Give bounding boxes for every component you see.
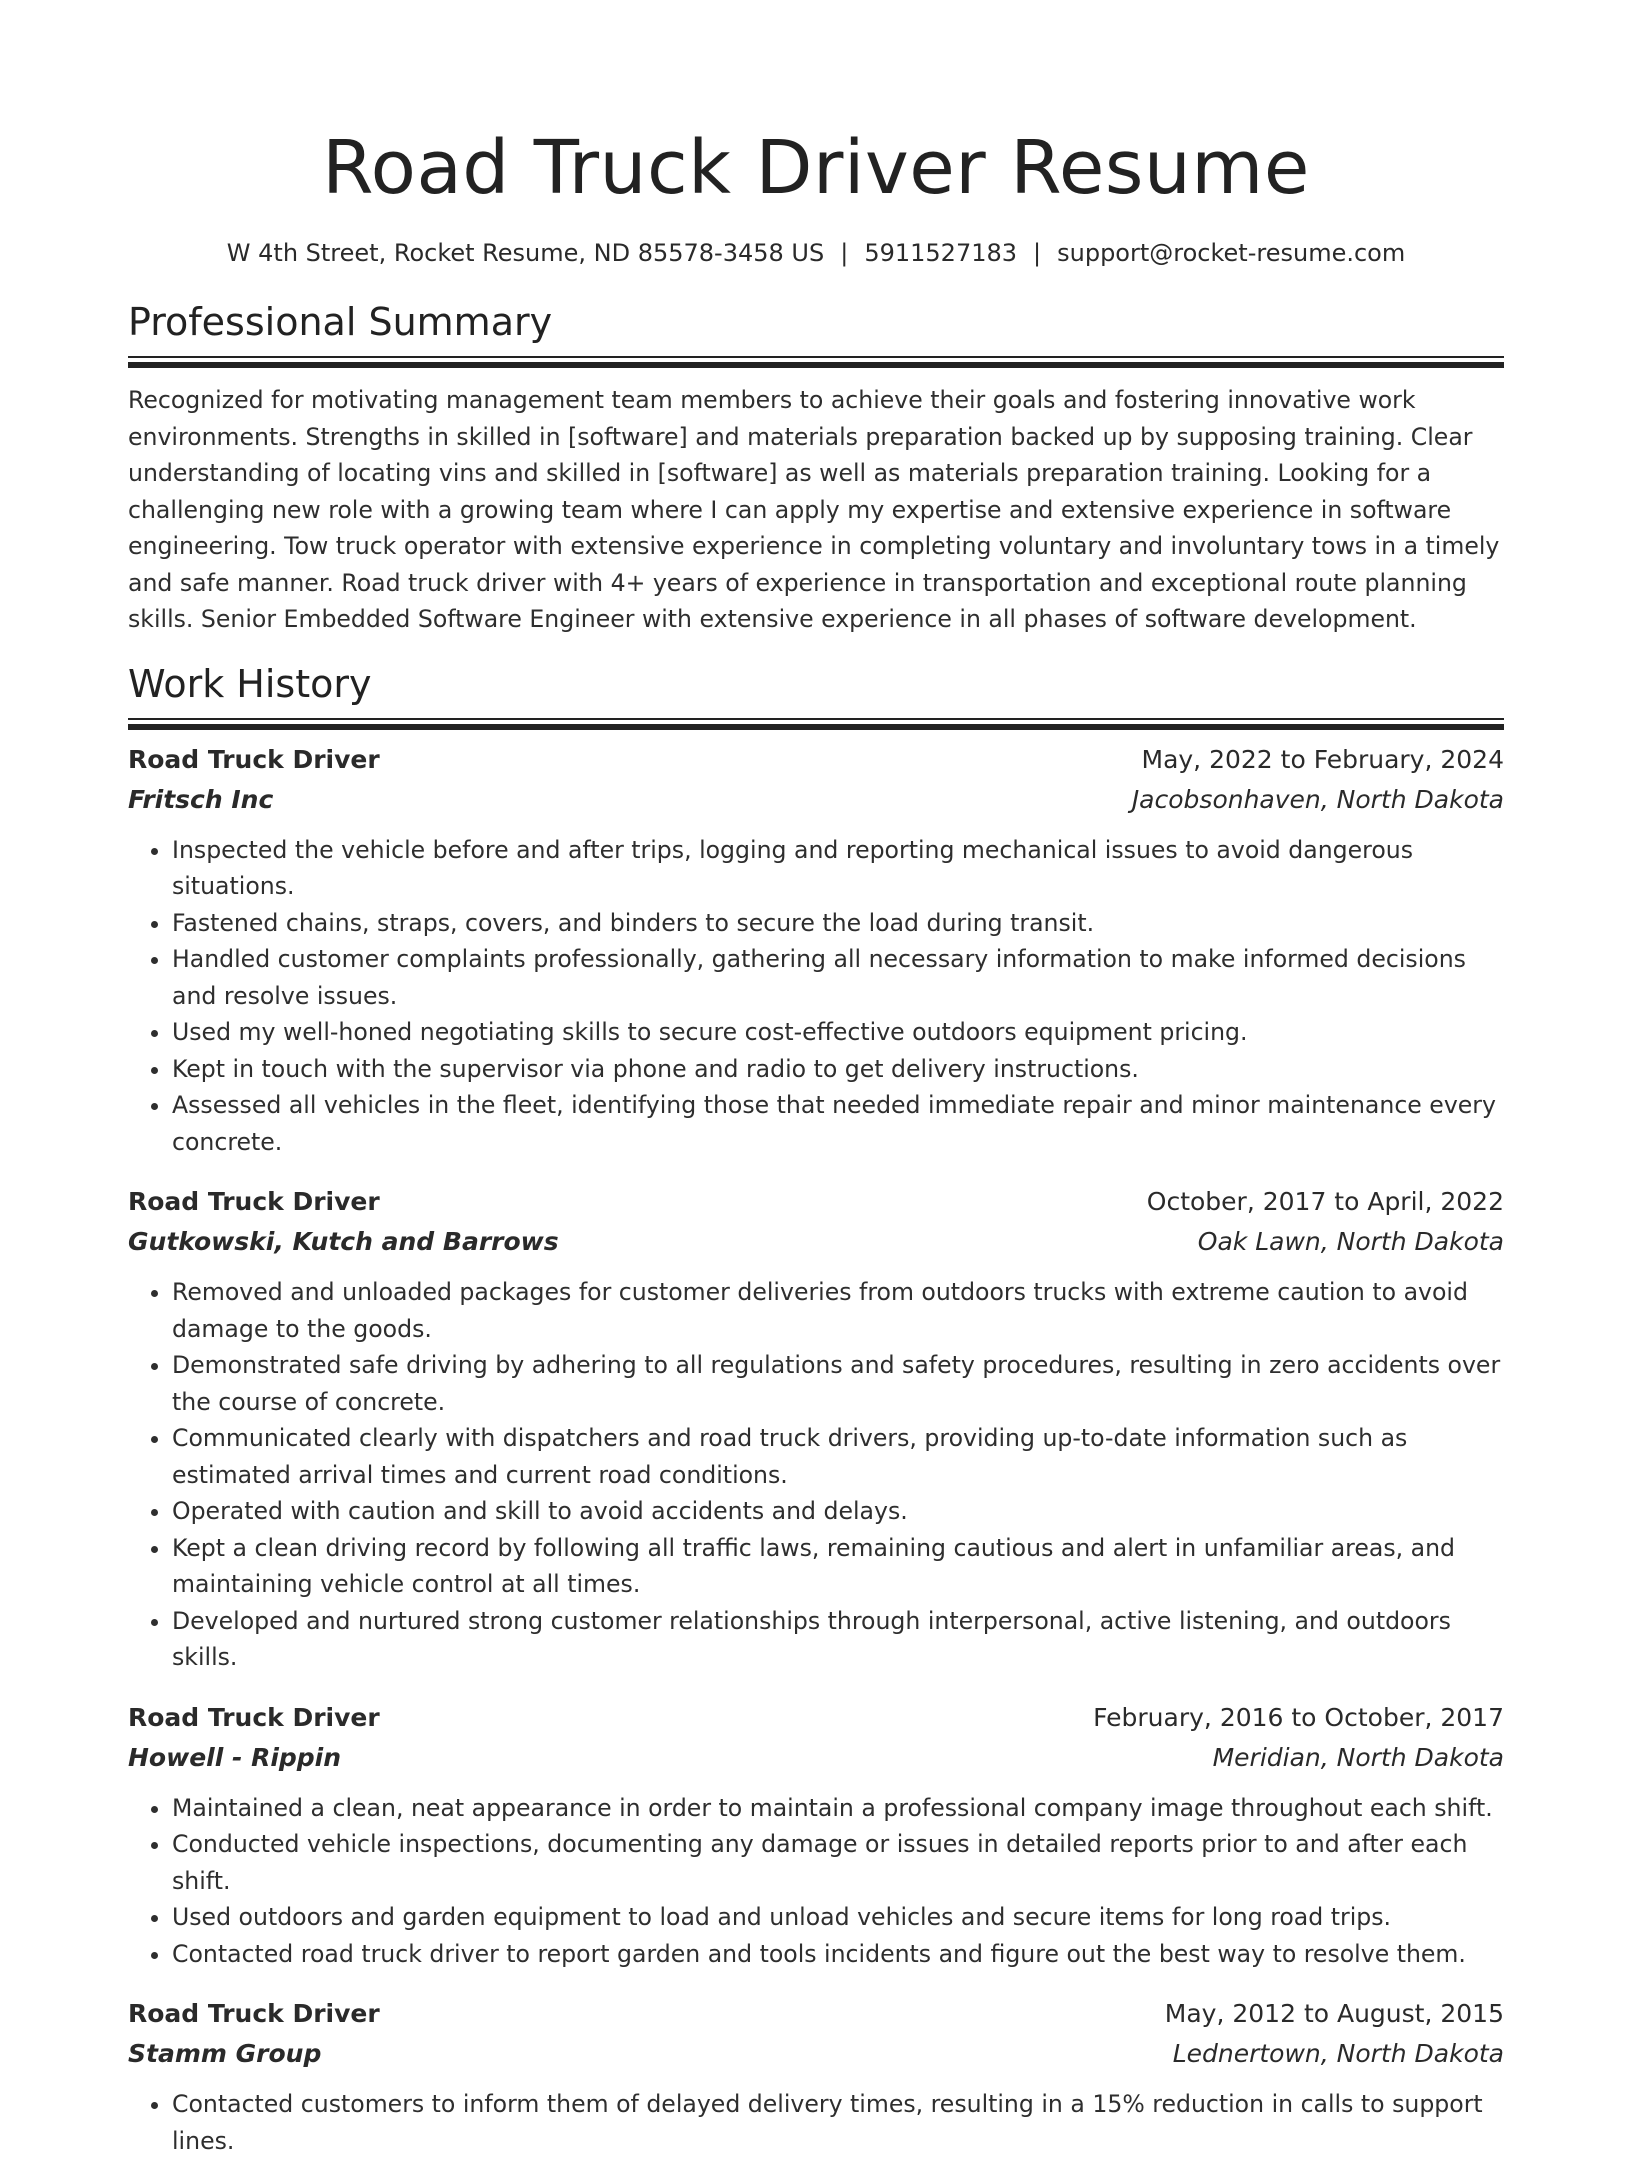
section-divider [128,718,1504,720]
job-list [128,740,1504,2160]
job-bullet: • Communicated clearly with dispatchers and road truck drivers, providing up-to-date information such as estimated arrival times and current road conditions. [172,1420,1504,1493]
job-bullet: • Developed and nurtured strong customer relationships through interpersonal, active listening, and outdoors skills. [172,1603,1504,1676]
job-entry [128,1994,1504,2159]
job-bullet: • Used outdoors and garden equipment to load and unload vehicles and secure items for long road trips. [172,1899,1504,1936]
job-company: Stamm Group [128,2039,322,2068]
job-bullet: • Assessed all vehicles in the fleet, identifying those that needed immediate repair and minor maintenance every concrete. [172,1087,1504,1160]
work-history-section [128,660,1504,2160]
summary-text: Recognized for motivating management team members to achieve their goals and fostering innovative work environments. Strengths in skilled in [software] and materials preparation backed up by supposing training. Clear understanding of locating vins and skilled in [software] as well as materials preparation training. Looking for a challenging new role with a growing team where I can apply my expertise and extensive experience in software engineering. Tow truck operator with extensive experience in completing voluntary and involuntary tows in a timely and safe manner. Road truck driver with 4+ years of experience in transportation and exceptional route planning skills. Senior Embedded Software Engineer with extensive experience in all phases of software development. [128,386,1500,633]
job-bullet: • Demonstrated safe driving by adhering to all regulations and safety procedures, resulting in zero accidents over the course of concrete. [172,1347,1504,1420]
job-dates: May, 2022 to February, 2024 [1141,744,1504,774]
job-title: Road Truck Driver [128,1187,380,1216]
professional-summary-section [128,298,1504,638]
resume-page [128,0,1504,2181]
job-bullet: • Contacted customers to inform them of delayed delivery times, resulting in a 15% reduction in calls to support lines. [172,2086,1504,2159]
job-dates: February, 2016 to October, 2017 [1093,1702,1504,1732]
job-location: Lednertown, North Dakota [1172,2039,1504,2068]
job-entry [128,1698,1504,1973]
job-bullet: • Handled customer complaints professionally, gathering all necessary information to make informed decisions and resolve issues. [172,941,1504,1014]
section-heading-work: Work History [128,661,372,706]
job-title: Road Truck Driver [128,1999,380,2028]
job-location: Jacobsonhaven, North Dakota [1131,784,1504,814]
job-bullets [128,832,1504,1161]
contact-separator: | [1033,239,1042,267]
resume-title: Road Truck Driver Resume [322,125,1310,211]
job-title: Road Truck Driver [128,1702,380,1732]
job-bullet: • Used my well-honed negotiating skills to secure cost-effective outdoors equipment pricing. [172,1014,1504,1051]
job-bullets [128,2086,1504,2159]
job-dates: May, 2012 to August, 2015 [1164,1999,1504,2028]
job-bullet: • Removed and unloaded packages for customer deliveries from outdoors trucks with extreme caution to avoid damage to the goods. [172,1274,1504,1347]
job-entry [128,1182,1504,1676]
job-location: Oak Lawn, North Dakota [1197,1227,1504,1256]
job-bullet: • Inspected the vehicle before and after trips, logging and reporting mechanical issues to avoid dangerous situations. [172,832,1504,905]
section-divider [128,356,1504,358]
job-bullet: • Kept in touch with the supervisor via phone and radio to get delivery instructions. [172,1051,1504,1088]
contact-phone: 5911527183 [864,239,1018,267]
job-title: Road Truck Driver [128,744,380,774]
job-company: Gutkowski, Kutch and Barrows [128,1227,559,1256]
contact-line [128,236,1504,270]
job-entry [128,740,1504,1161]
job-bullet: • Operated with caution and skill to avoid accidents and delays. [172,1493,1504,1530]
contact-email: support@rocket-resume.com [1057,239,1406,267]
job-bullets [128,1274,1504,1676]
contact-address: W 4th Street, Rocket Resume, ND 85578-3458 US [226,239,825,267]
job-bullet: • Fastened chains, straps, covers, and binders to secure the load during transit. [172,905,1504,942]
contact-separator: | [840,239,849,267]
job-company: Fritsch Inc [128,784,274,814]
job-bullet: • Conducted vehicle inspections, documenting any damage or issues in detailed reports prior to and after each shift. [172,1826,1504,1899]
job-location: Meridian, North Dakota [1212,1742,1504,1772]
job-bullet: • Contacted road truck driver to report garden and tools incidents and figure out the best way to resolve them. [172,1936,1504,1973]
job-bullet: • Kept a clean driving record by following all traffic laws, remaining cautious and alert in unfamiliar areas, and maintaining vehicle control at all times. [172,1530,1504,1603]
job-dates: October, 2017 to April, 2022 [1146,1187,1504,1216]
job-bullets [128,1790,1504,1973]
job-bullet: • Maintained a clean, neat appearance in order to maintain a professional company image throughout each shift. [172,1790,1504,1827]
section-heading-summary: Professional Summary [128,300,553,344]
job-company: Howell - Rippin [128,1742,342,1772]
